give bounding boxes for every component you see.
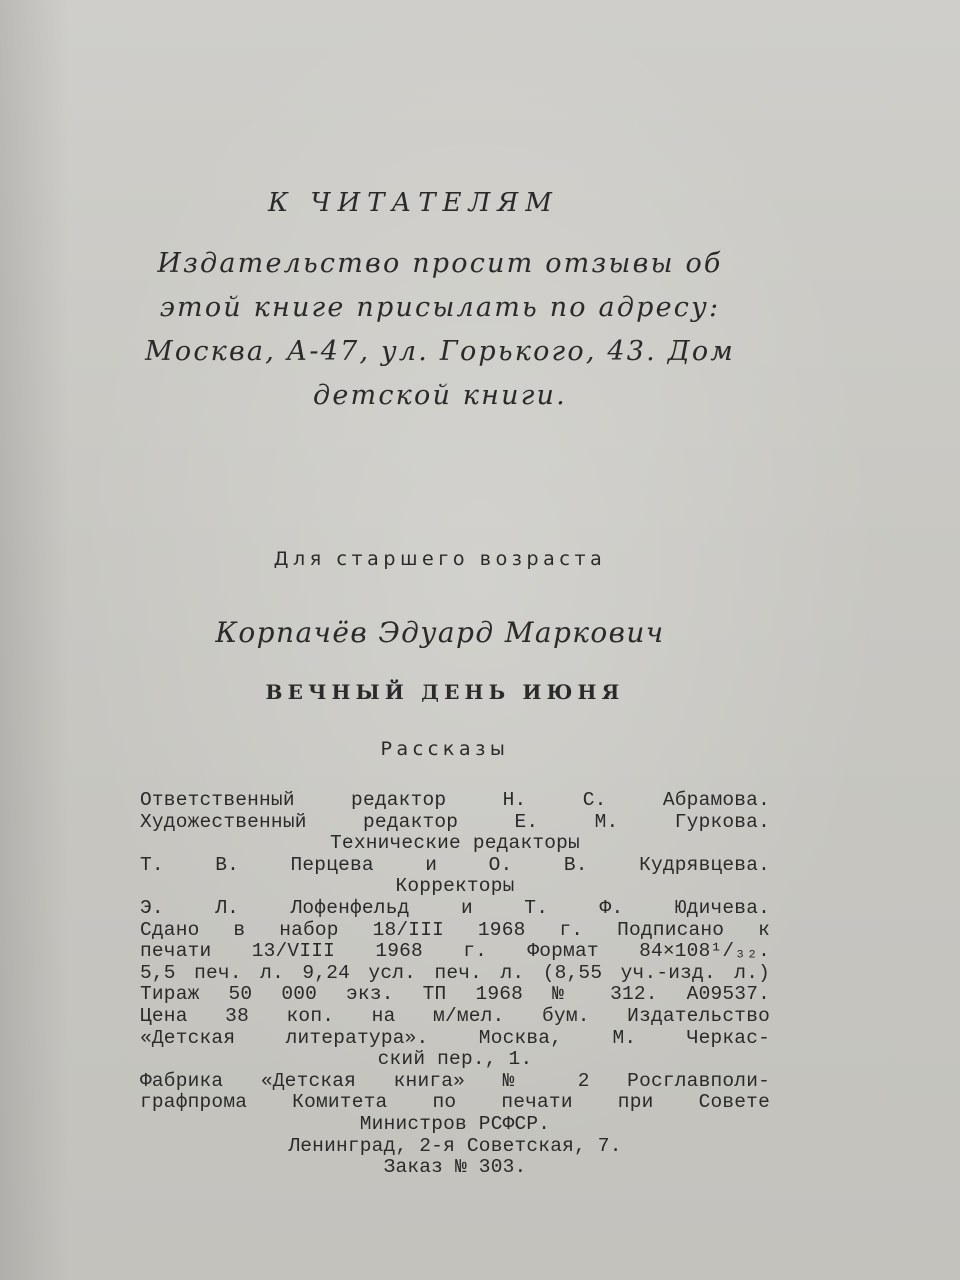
imprint-line: Э. Л. Лофенфельд и Т. Ф. Юдичева. (140, 896, 770, 919)
imprint-line: Технические редакторы (330, 832, 580, 855)
imprint-line: 5,5 печ. л. 9,24 усл. печ. л. (8,55 уч.-изд. л.) (140, 961, 770, 984)
imprint-line: «Детская литература». Москва, М. Черкас- (140, 1026, 770, 1049)
imprint-block (140, 790, 770, 1179)
author-name: Корпачёв Эдуард Маркович (215, 616, 665, 649)
imprint-line: Корректоры (395, 875, 515, 898)
reader-notice-line: этой книге присылать по адресу: (159, 292, 721, 323)
imprint-line: графпрома Комитета по печати при Совете (140, 1091, 770, 1114)
imprint-line: ский пер., 1. (377, 1048, 533, 1071)
reader-notice-line: Москва, А-47, ул. Горького, 43. Дом (145, 336, 735, 367)
reader-notice-heading: К ЧИТАТЕЛЯМ (268, 188, 559, 218)
reader-notice-line: Издательство просит отзывы об (157, 248, 723, 279)
imprint-line: Ленинград, 2-я Советская, 7. (288, 1134, 622, 1157)
imprint-line: Фабрика «Детская книга» № 2 Росглавполи- (140, 1069, 770, 1092)
imprint-line: Сдано в набор 18/III 1968 г. Подписано к (140, 918, 770, 941)
book-title: ВЕЧНЫЙ ДЕНЬ ИЮНЯ (265, 680, 625, 704)
imprint-line: печати 13/VIII 1968 г. Формат 84×108¹/₃₂. (140, 940, 770, 963)
page-fold-shadow (0, 0, 70, 1280)
imprint-line: Заказ № 303. (383, 1156, 527, 1179)
imprint-line: Художественный редактор Е. М. Гуркова. (140, 810, 770, 833)
imprint-line: Цена 38 коп. на м/мел. бум. Издательство (140, 1004, 770, 1027)
genre-label: Рассказы (380, 738, 510, 760)
reader-notice-line: детской книги. (313, 380, 567, 411)
imprint-line: Тираж 50 000 экз. ТП 1968 № 312. А09537. (140, 983, 770, 1006)
imprint-line: Ответственный редактор Н. С. Абрамова. (140, 789, 770, 811)
age-note: Для старшего возраста (273, 548, 607, 570)
reader-notice (145, 242, 735, 418)
imprint-line: Т. В. Перцева и О. В. Кудрявцева. (140, 853, 770, 876)
imprint-line: Министров РСФСР. (359, 1112, 551, 1135)
